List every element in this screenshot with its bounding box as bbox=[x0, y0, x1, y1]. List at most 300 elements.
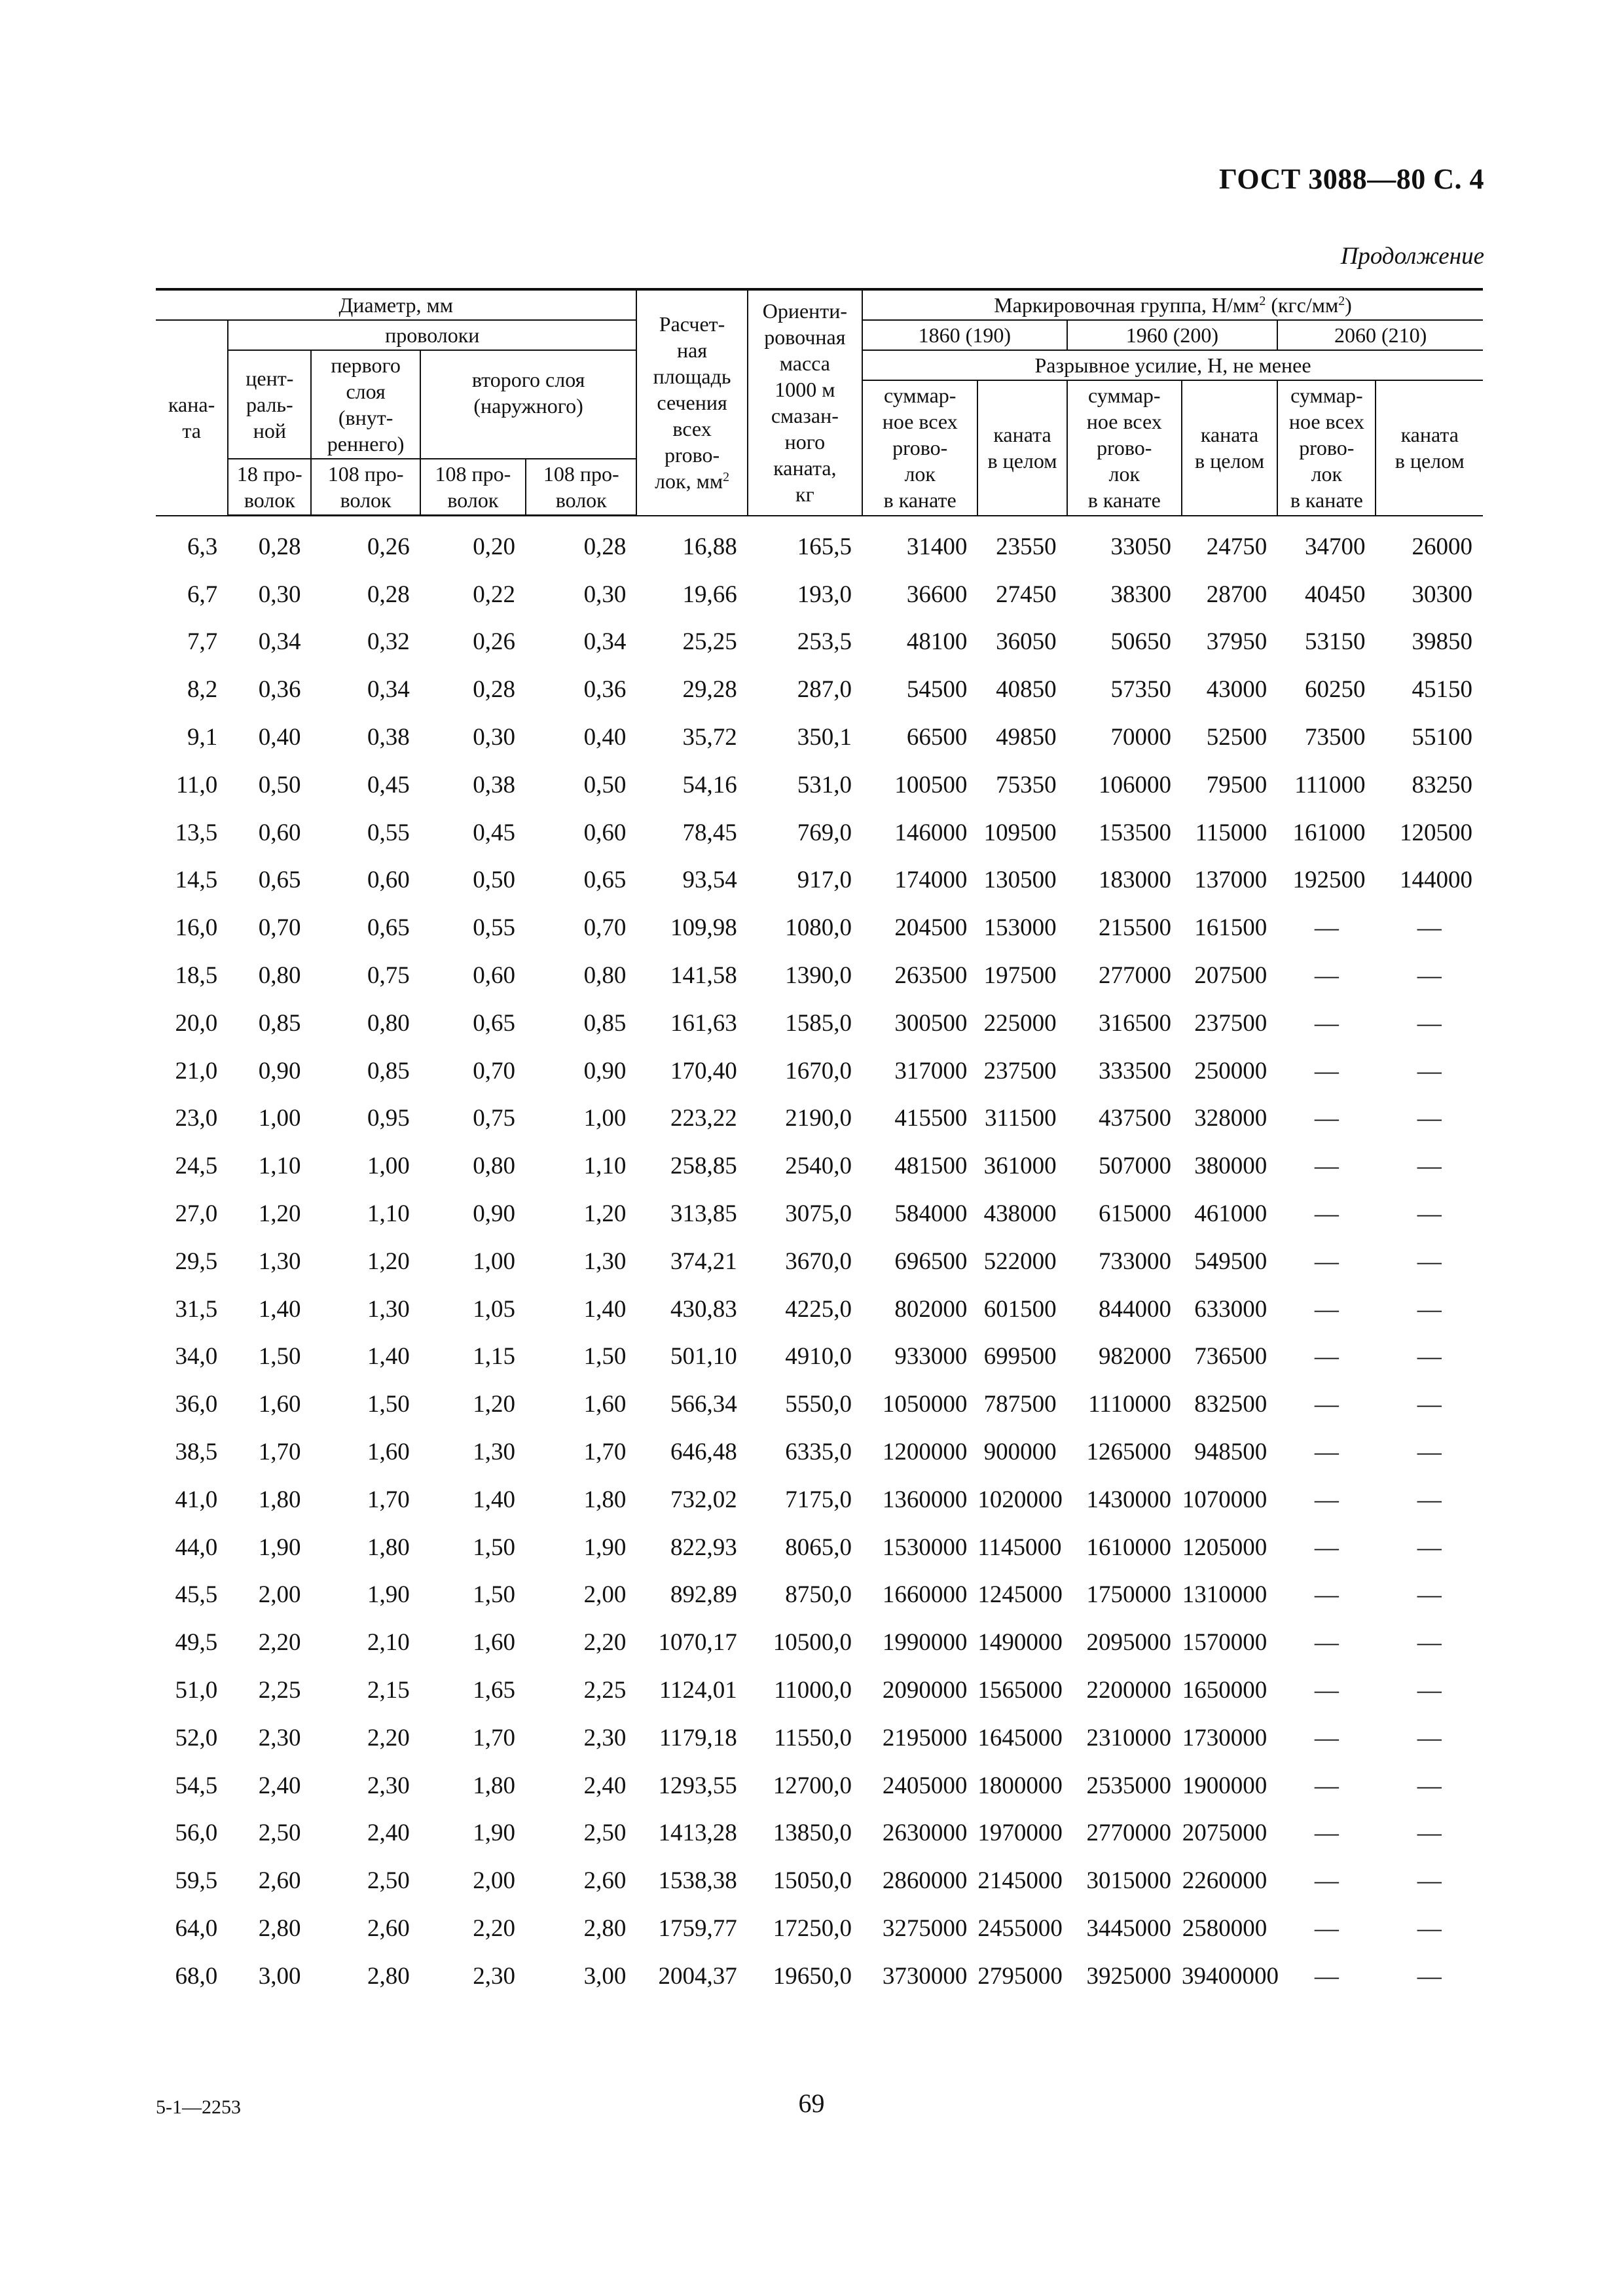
table-cell: 2630000 bbox=[882, 1820, 968, 1847]
table-cell: 0,32 bbox=[367, 628, 410, 656]
table-cell: 0,55 bbox=[367, 819, 410, 846]
table-cell: — bbox=[1417, 1486, 1442, 1513]
table-cell: 11000,0 bbox=[774, 1677, 852, 1704]
table-cell: — bbox=[1417, 914, 1442, 942]
table-cell: 57350 bbox=[1110, 676, 1171, 704]
table-cell: 3670,0 bbox=[785, 1247, 852, 1275]
table-row bbox=[156, 1666, 1483, 1714]
table-cell: 549500 bbox=[1194, 1247, 1267, 1275]
header-area-sup: 2 bbox=[723, 470, 730, 485]
header-count-second-b: 108 про- волок bbox=[526, 459, 636, 516]
table-cell: — bbox=[1314, 1295, 1339, 1323]
table-cell: — bbox=[1314, 1915, 1339, 1942]
table-cell: 892,89 bbox=[670, 1581, 737, 1609]
table-cell: 2,50 bbox=[258, 1820, 301, 1847]
table-row bbox=[156, 619, 1483, 666]
table-cell: — bbox=[1417, 1009, 1442, 1037]
table-cell: 0,36 bbox=[258, 676, 301, 704]
table-cell: 1660000 bbox=[882, 1581, 968, 1609]
table-cell: 1490000 bbox=[977, 1629, 1063, 1657]
table-cell: 2090000 bbox=[882, 1677, 968, 1704]
table-cell: 29,28 bbox=[682, 676, 737, 704]
table-cell: 192500 bbox=[1292, 867, 1366, 894]
table-cell: 2095000 bbox=[1086, 1629, 1171, 1657]
table-cell: 2,60 bbox=[583, 1867, 627, 1895]
table-body bbox=[156, 516, 1483, 2000]
table-cell: 0,38 bbox=[367, 724, 410, 751]
table-cell: 40850 bbox=[996, 676, 1057, 704]
table-cell: 44,0 bbox=[175, 1534, 218, 1561]
table-row bbox=[156, 1714, 1483, 1762]
header-group-2060: 2060 (210) bbox=[1277, 320, 1483, 350]
table-cell: 287,0 bbox=[797, 676, 852, 704]
table-cell: 0,90 bbox=[473, 1200, 516, 1228]
table-cell: 1530000 bbox=[882, 1534, 968, 1561]
header-marking-text: Маркировочная группа, Н/мм bbox=[994, 293, 1260, 317]
table-cell: 646,48 bbox=[670, 1439, 737, 1466]
table-cell: 10500,0 bbox=[773, 1629, 852, 1657]
print-code: 5-1—2253 bbox=[156, 2096, 241, 2118]
table-cell: — bbox=[1314, 1009, 1339, 1037]
table-cell: 1,70 bbox=[473, 1724, 516, 1751]
table-cell: 33050 bbox=[1110, 533, 1171, 560]
table-cell: — bbox=[1417, 962, 1442, 990]
table-cell: — bbox=[1417, 1677, 1442, 1704]
header-mass: Ориенти- ровочная масса 1000 м смазан- ного каната, кг bbox=[748, 289, 862, 516]
table-cell: 0,40 bbox=[258, 724, 301, 751]
table-cell: 1070000 bbox=[1182, 1486, 1267, 1513]
table-cell: 7,7 bbox=[187, 628, 218, 656]
table-cell: 1,50 bbox=[583, 1343, 627, 1371]
table-cell: 31400 bbox=[906, 533, 968, 560]
table-cell: 54,16 bbox=[682, 771, 737, 798]
table-cell: 900000 bbox=[983, 1439, 1057, 1466]
table-row bbox=[156, 1285, 1483, 1333]
table-cell: 183000 bbox=[1098, 867, 1171, 894]
table-cell: 1,60 bbox=[473, 1629, 516, 1657]
table-cell: 531,0 bbox=[797, 771, 852, 798]
table-header bbox=[156, 289, 1483, 516]
table-cell: 38300 bbox=[1110, 581, 1171, 608]
table-cell: 31,5 bbox=[175, 1295, 218, 1323]
table-cell: 1,00 bbox=[258, 1105, 301, 1132]
table-cell: 24750 bbox=[1206, 533, 1267, 560]
table-cell: 277000 bbox=[1098, 962, 1171, 990]
table-cell: 11550,0 bbox=[774, 1724, 852, 1751]
table-cell: 3,00 bbox=[583, 1962, 627, 1990]
table-cell: — bbox=[1417, 1772, 1442, 1799]
table-cell: 1538,38 bbox=[658, 1867, 737, 1895]
table-row bbox=[156, 666, 1483, 713]
table-cell: 130500 bbox=[983, 867, 1057, 894]
table-cell: — bbox=[1417, 1247, 1442, 1275]
table-cell: 1,30 bbox=[367, 1295, 410, 1323]
table-cell: 0,26 bbox=[367, 533, 410, 560]
table-cell: — bbox=[1417, 1629, 1442, 1657]
table-cell: 36,0 bbox=[175, 1391, 218, 1418]
table-cell: 2860000 bbox=[882, 1867, 968, 1895]
table-cell: 237500 bbox=[1194, 1009, 1267, 1037]
table-cell: 34,0 bbox=[175, 1343, 218, 1371]
table-cell: — bbox=[1314, 1343, 1339, 1371]
table-cell: 79500 bbox=[1206, 771, 1267, 798]
table-cell: 1,30 bbox=[258, 1247, 301, 1275]
table-cell: 41,0 bbox=[175, 1486, 218, 1513]
table-cell: 7175,0 bbox=[785, 1486, 852, 1513]
table-cell: 361000 bbox=[983, 1153, 1057, 1180]
header-count-central: 18 про- волок bbox=[228, 459, 311, 516]
table-cell: 78,45 bbox=[682, 819, 737, 846]
table-cell: — bbox=[1314, 1962, 1339, 1990]
table-cell: 1,70 bbox=[583, 1439, 627, 1466]
table-cell: 328000 bbox=[1194, 1105, 1267, 1132]
table-cell: 141,58 bbox=[670, 962, 737, 990]
table-cell: 52,0 bbox=[175, 1724, 218, 1751]
table-cell: — bbox=[1314, 1820, 1339, 1847]
table-cell: 0,50 bbox=[258, 771, 301, 798]
table-cell: 6,7 bbox=[187, 581, 218, 608]
table-cell: 736500 bbox=[1194, 1343, 1267, 1371]
table-row bbox=[156, 1952, 1483, 2000]
table-cell: — bbox=[1314, 1534, 1339, 1561]
table-cell: 2,20 bbox=[367, 1724, 410, 1751]
table-row bbox=[156, 857, 1483, 905]
table-cell: 100500 bbox=[894, 771, 968, 798]
table-row bbox=[156, 1762, 1483, 1810]
table-cell: 8,2 bbox=[187, 676, 218, 704]
table-cell: 45150 bbox=[1412, 676, 1472, 704]
table-cell: 380000 bbox=[1194, 1153, 1267, 1180]
table-cell: 1145000 bbox=[977, 1534, 1062, 1561]
table-row bbox=[156, 1571, 1483, 1619]
table-cell: 1110000 bbox=[1088, 1391, 1171, 1418]
table-cell: 15050,0 bbox=[773, 1867, 852, 1895]
header-sum-1860: суммар- ное всех prово- лок в канате bbox=[862, 380, 977, 516]
header-sum-2060: суммар- ное всех prово- лок в канате bbox=[1277, 380, 1376, 516]
table-cell: 0,75 bbox=[473, 1105, 516, 1132]
table-cell: 1,60 bbox=[258, 1391, 301, 1418]
table-cell: 1,15 bbox=[473, 1343, 516, 1371]
table-cell: 2,10 bbox=[367, 1629, 410, 1657]
table-cell: 2,20 bbox=[583, 1629, 627, 1657]
table-cell: 24,5 bbox=[175, 1153, 218, 1180]
table-cell: 1900000 bbox=[1182, 1772, 1267, 1799]
rope-specification-table bbox=[156, 288, 1483, 2000]
table-cell: 1,90 bbox=[367, 1581, 410, 1609]
table-cell: 1,00 bbox=[583, 1105, 627, 1132]
table-cell: 0,50 bbox=[583, 771, 627, 798]
table-cell: 0,36 bbox=[583, 676, 627, 704]
table-cell: 0,95 bbox=[367, 1105, 410, 1132]
header-first-layer: первого слоя (внут- реннего) bbox=[311, 350, 420, 459]
table-row bbox=[156, 1857, 1483, 1905]
table-cell: 0,60 bbox=[583, 819, 627, 846]
table-cell: 1610000 bbox=[1086, 1534, 1171, 1561]
table-cell: — bbox=[1417, 1439, 1442, 1466]
table-cell: 2195000 bbox=[882, 1724, 968, 1751]
table-cell: 28700 bbox=[1206, 581, 1267, 608]
table-cell: 16,88 bbox=[682, 533, 737, 560]
table-cell: 1670,0 bbox=[785, 1057, 852, 1085]
table-cell: 49,5 bbox=[175, 1629, 218, 1657]
table-cell: 174000 bbox=[894, 867, 968, 894]
table-cell: 1,30 bbox=[473, 1439, 516, 1466]
table-cell: 49850 bbox=[996, 724, 1057, 751]
document-title: ГОСТ 3088—80 С. 4 bbox=[1218, 163, 1484, 195]
table-cell: 1645000 bbox=[977, 1724, 1063, 1751]
table-cell: 507000 bbox=[1098, 1153, 1171, 1180]
table-row bbox=[156, 761, 1483, 809]
table-cell: 17250,0 bbox=[773, 1915, 852, 1942]
table-cell: 0,65 bbox=[583, 867, 627, 894]
table-cell: 1293,55 bbox=[658, 1772, 737, 1799]
table-row bbox=[156, 1047, 1483, 1095]
table-cell: 40450 bbox=[1304, 581, 1366, 608]
table-cell: 6335,0 bbox=[785, 1439, 852, 1466]
table-cell: 161500 bbox=[1194, 914, 1267, 942]
table-cell: 2,25 bbox=[583, 1677, 627, 1704]
table-cell: 9,1 bbox=[187, 724, 218, 751]
table-cell: 3075,0 bbox=[785, 1200, 852, 1228]
table-cell: 733000 bbox=[1098, 1247, 1171, 1275]
table-cell: 161,63 bbox=[670, 1009, 737, 1037]
table-cell: 250000 bbox=[1194, 1057, 1267, 1085]
table-cell: 1,40 bbox=[258, 1295, 301, 1323]
table-cell: 844000 bbox=[1098, 1295, 1171, 1323]
table-cell: 16,0 bbox=[175, 914, 218, 942]
table-cell: 1,60 bbox=[367, 1439, 410, 1466]
table-cell: 1413,28 bbox=[658, 1820, 737, 1847]
table-cell: — bbox=[1314, 1581, 1339, 1609]
table-cell: 1,80 bbox=[367, 1534, 410, 1561]
table-row bbox=[156, 1238, 1483, 1285]
table-cell: 1,20 bbox=[473, 1391, 516, 1418]
table-cell: 917,0 bbox=[797, 867, 852, 894]
table-cell: 313,85 bbox=[670, 1200, 737, 1228]
table-cell: 311500 bbox=[984, 1105, 1057, 1132]
table-cell: 769,0 bbox=[797, 819, 852, 846]
table-cell: 83250 bbox=[1412, 771, 1472, 798]
table-cell: 2,15 bbox=[367, 1677, 410, 1704]
table-cell: 2,40 bbox=[367, 1820, 410, 1847]
table-cell: 633000 bbox=[1194, 1295, 1267, 1323]
table-cell: 2405000 bbox=[882, 1772, 968, 1799]
table-cell: 137000 bbox=[1194, 867, 1267, 894]
table-cell: 933000 bbox=[894, 1343, 968, 1371]
table-cell: 153500 bbox=[1098, 819, 1171, 846]
table-cell: 0,45 bbox=[473, 819, 516, 846]
table-cell: 2075000 bbox=[1182, 1820, 1267, 1847]
table-cell: 54500 bbox=[906, 676, 968, 704]
table-cell: 0,28 bbox=[583, 533, 627, 560]
table-row bbox=[156, 1333, 1483, 1381]
table-cell: 0,28 bbox=[258, 533, 301, 560]
table-cell: 0,60 bbox=[258, 819, 301, 846]
table-cell: — bbox=[1417, 1343, 1442, 1371]
table-cell: 1730000 bbox=[1182, 1724, 1267, 1751]
table-cell: 36050 bbox=[996, 628, 1057, 656]
table-cell: 146000 bbox=[894, 819, 968, 846]
table-cell: 2,00 bbox=[258, 1581, 301, 1609]
table-cell: 60250 bbox=[1304, 676, 1366, 704]
table-cell: 2,20 bbox=[473, 1915, 516, 1942]
table-cell: 48100 bbox=[906, 628, 968, 656]
table-row bbox=[156, 1619, 1483, 1666]
header-central: цент- раль- ной bbox=[228, 350, 311, 459]
header-marking-end: ) bbox=[1345, 293, 1352, 317]
table-cell: 36600 bbox=[906, 581, 968, 608]
table-cell: 13850,0 bbox=[773, 1820, 852, 1847]
table-cell: 1360000 bbox=[882, 1486, 968, 1513]
table-cell: 1124,01 bbox=[659, 1677, 737, 1704]
table-cell: 948500 bbox=[1194, 1439, 1267, 1466]
table-row bbox=[156, 713, 1483, 761]
table-cell: 0,90 bbox=[258, 1057, 301, 1085]
table-cell: 55100 bbox=[1412, 724, 1472, 751]
table-cell: 1050000 bbox=[882, 1391, 968, 1418]
table-cell: 0,30 bbox=[258, 581, 301, 608]
table-cell: 2,40 bbox=[583, 1772, 627, 1799]
table-row bbox=[156, 1095, 1483, 1143]
table-cell: — bbox=[1417, 1200, 1442, 1228]
table-cell: 0,90 bbox=[583, 1057, 627, 1085]
table-cell: 0,85 bbox=[367, 1057, 410, 1085]
table-cell: 1,50 bbox=[367, 1391, 410, 1418]
table-cell: 0,28 bbox=[367, 581, 410, 608]
table-cell: 1,70 bbox=[367, 1486, 410, 1513]
table-cell: 3730000 bbox=[882, 1962, 968, 1990]
table-cell: 3015000 bbox=[1086, 1867, 1171, 1895]
header-diameter: Диаметр, мм bbox=[156, 289, 636, 320]
table-row bbox=[156, 1428, 1483, 1476]
header-whole-1860: каната в целом bbox=[977, 380, 1067, 516]
table-cell: 21,0 bbox=[175, 1057, 218, 1085]
table-row bbox=[156, 1810, 1483, 1857]
table-row bbox=[156, 1524, 1483, 1571]
table-cell: — bbox=[1417, 1820, 1442, 1847]
table-cell: 23550 bbox=[996, 533, 1057, 560]
table-cell: — bbox=[1314, 1867, 1339, 1895]
table-cell: 2,30 bbox=[258, 1724, 301, 1751]
table-cell: 2,60 bbox=[367, 1915, 410, 1942]
table-cell: 66500 bbox=[906, 724, 968, 751]
table-cell: 29,5 bbox=[175, 1247, 218, 1275]
table-cell: 787500 bbox=[983, 1391, 1057, 1418]
table-cell: 0,85 bbox=[583, 1009, 627, 1037]
table-cell: 106000 bbox=[1098, 771, 1171, 798]
table-cell: — bbox=[1314, 1677, 1339, 1704]
table-cell: 2,80 bbox=[367, 1962, 410, 1990]
table-row bbox=[156, 1380, 1483, 1428]
table-cell: 1,50 bbox=[473, 1581, 516, 1609]
table-cell: 64,0 bbox=[175, 1915, 218, 1942]
table-cell: 1565000 bbox=[977, 1677, 1063, 1704]
table-cell: 1,65 bbox=[473, 1677, 516, 1704]
table-cell: 2540,0 bbox=[785, 1153, 852, 1180]
table-cell: 14,5 bbox=[175, 867, 218, 894]
table-cell: 2,40 bbox=[258, 1772, 301, 1799]
table-cell: — bbox=[1314, 1200, 1339, 1228]
table-cell: 0,34 bbox=[258, 628, 301, 656]
header-rope: кана- та bbox=[156, 320, 228, 516]
table-cell: 120500 bbox=[1400, 819, 1472, 846]
table-cell: — bbox=[1417, 1867, 1442, 1895]
table-cell: 13,5 bbox=[175, 819, 218, 846]
header-count-first: 108 про- волок bbox=[311, 459, 420, 516]
table-row bbox=[156, 952, 1483, 999]
table-cell: 51,0 bbox=[175, 1677, 218, 1704]
table-cell: 109500 bbox=[983, 819, 1057, 846]
table-cell: 501,10 bbox=[670, 1343, 737, 1371]
header-breaking-force: Разрывное усилие, Н, не менее bbox=[862, 350, 1483, 380]
table-cell: 1,80 bbox=[258, 1486, 301, 1513]
table-cell: 696500 bbox=[894, 1247, 968, 1275]
table-cell: 1070,17 bbox=[658, 1629, 737, 1657]
table-cell: 2795000 bbox=[977, 1962, 1063, 1990]
table-cell: 601500 bbox=[983, 1295, 1057, 1323]
table-cell: 26000 bbox=[1412, 533, 1472, 560]
table-cell: 263500 bbox=[894, 962, 968, 990]
table-cell: 1,40 bbox=[583, 1295, 627, 1323]
table-row bbox=[156, 1476, 1483, 1524]
table-cell: 1,20 bbox=[583, 1200, 627, 1228]
table-cell: — bbox=[1314, 1153, 1339, 1180]
table-cell: 3,00 bbox=[258, 1962, 301, 1990]
table-cell: 350,1 bbox=[797, 724, 852, 751]
table-cell: 1,10 bbox=[583, 1153, 627, 1180]
table-cell: 699500 bbox=[983, 1343, 1057, 1371]
table-row bbox=[156, 1142, 1483, 1190]
table-cell: 1,00 bbox=[473, 1247, 516, 1275]
table-cell: 19,66 bbox=[682, 581, 737, 608]
table-cell: 1310000 bbox=[1182, 1581, 1267, 1609]
table-cell: 2200000 bbox=[1086, 1677, 1171, 1704]
table-cell: 522000 bbox=[983, 1247, 1057, 1275]
table-cell: — bbox=[1417, 1153, 1442, 1180]
table-cell: 1,60 bbox=[583, 1391, 627, 1418]
table-cell: 161000 bbox=[1292, 819, 1366, 846]
table-cell: 2,80 bbox=[583, 1915, 627, 1942]
table-cell: 73500 bbox=[1304, 724, 1366, 751]
table-cell: 0,30 bbox=[583, 581, 627, 608]
table-cell: 56,0 bbox=[175, 1820, 218, 1847]
table-cell: 70000 bbox=[1110, 724, 1171, 751]
table-cell: 1759,77 bbox=[658, 1915, 737, 1942]
table-cell: 0,22 bbox=[473, 581, 516, 608]
table-cell: — bbox=[1314, 962, 1339, 990]
table-cell: 0,45 bbox=[367, 771, 410, 798]
table-cell: 1,50 bbox=[473, 1534, 516, 1561]
table-cell: 1020000 bbox=[977, 1486, 1063, 1513]
table-cell: 2,50 bbox=[583, 1820, 627, 1847]
table-cell: 2,30 bbox=[473, 1962, 516, 1990]
table-cell: 437500 bbox=[1098, 1105, 1171, 1132]
table-cell: 316500 bbox=[1098, 1009, 1171, 1037]
table-cell: 115000 bbox=[1195, 819, 1267, 846]
table-cell: 0,80 bbox=[258, 962, 301, 990]
table-cell: — bbox=[1314, 1439, 1339, 1466]
table-cell: 822,93 bbox=[670, 1534, 737, 1561]
table-cell: 30300 bbox=[1412, 581, 1472, 608]
table-cell: 2,25 bbox=[258, 1677, 301, 1704]
table-cell: 170,40 bbox=[670, 1057, 737, 1085]
table-cell: 0,60 bbox=[473, 962, 516, 990]
table-cell: 2,80 bbox=[258, 1915, 301, 1942]
table-cell: 1,40 bbox=[473, 1486, 516, 1513]
table-cell: 0,80 bbox=[473, 1153, 516, 1180]
table-cell: 37950 bbox=[1206, 628, 1267, 656]
table-cell: 225000 bbox=[983, 1009, 1057, 1037]
